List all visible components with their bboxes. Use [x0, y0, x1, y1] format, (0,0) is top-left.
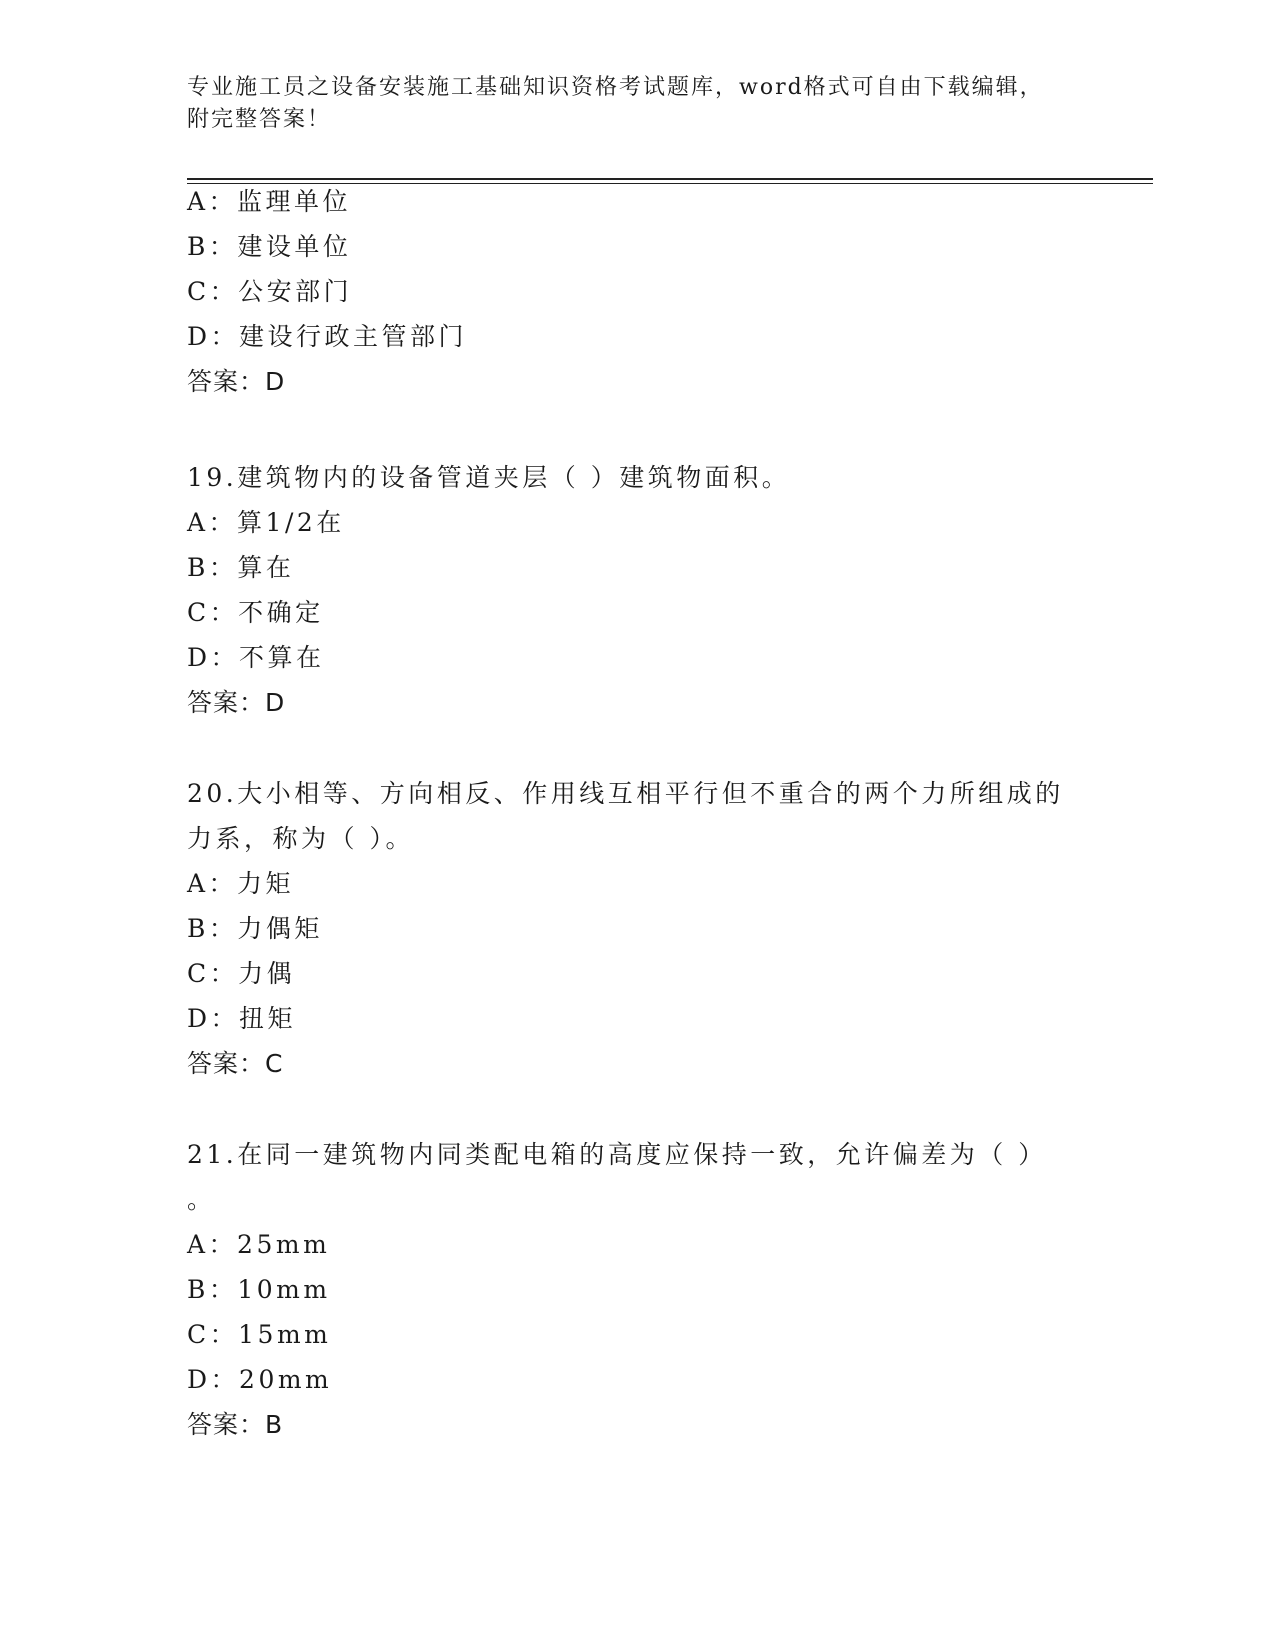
- header-divider-thin: [187, 183, 1153, 184]
- q19-option-d: D：不算在: [187, 643, 325, 672]
- header-line-1: 专业施工员之设备安装施工基础知识资格考试题库，word格式可自由下载编辑，: [187, 75, 1044, 100]
- document-header: [187, 72, 1067, 136]
- q19-option-a: A：算1/2在: [187, 508, 345, 537]
- q21-stem-line-2: 。: [187, 1185, 216, 1214]
- q19-stem: 19.建筑物内的设备管道夹层（ ）建筑物面积。: [187, 463, 791, 492]
- q20-stem-line-1: 20.大小相等、方向相反、作用线互相平行但不重合的两个力所组成的: [187, 779, 1064, 808]
- q19-option-c: C：不确定: [187, 598, 324, 627]
- q18-option-d: D：建设行政主管部门: [187, 322, 468, 351]
- q20-stem-line-2: 力系，称为（ ）。: [187, 824, 414, 853]
- q18-option-b: B：建设单位: [187, 232, 352, 261]
- q21-option-b: B：10mm: [187, 1275, 331, 1304]
- q21-stem-line-1: 21.在同一建筑物内同类配电箱的高度应保持一致，允许偏差为（ ）: [187, 1140, 1047, 1169]
- q20-option-b: B：力偶矩: [187, 914, 323, 943]
- q20-option-c: C：力偶: [187, 959, 296, 988]
- q20-option-d: D：扭矩: [187, 1004, 297, 1033]
- header-divider-thick: [187, 178, 1153, 180]
- q18-option-c: C：公安部门: [187, 277, 353, 306]
- q21-option-a: A：25mm: [187, 1230, 331, 1259]
- q18-option-a: A：监理单位: [187, 187, 352, 216]
- q21-answer: 答案：B: [187, 1410, 284, 1439]
- q21-option-d: D：20mm: [187, 1365, 333, 1394]
- q20-answer: 答案：C: [187, 1049, 284, 1078]
- header-line-2: 附完整答案！: [187, 107, 332, 132]
- q19-option-b: B：算在: [187, 553, 295, 582]
- q21-option-c: C：15mm: [187, 1320, 332, 1349]
- q18-answer: 答案：D: [187, 367, 286, 396]
- q19-answer: 答案：D: [187, 688, 286, 717]
- q20-option-a: A：力矩: [187, 869, 295, 898]
